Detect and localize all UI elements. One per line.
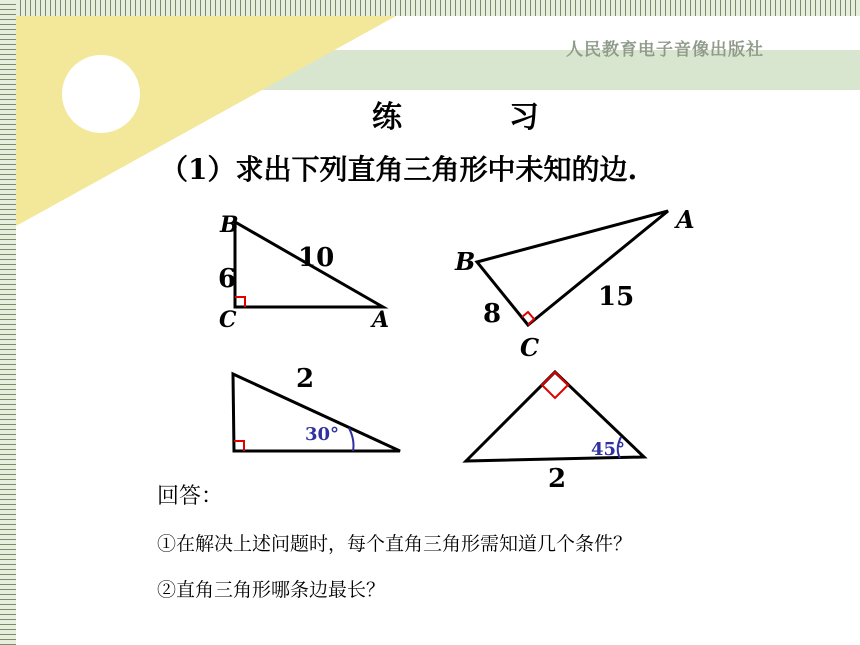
base-length-label: 2 [548,464,567,494]
hypotenuse-length-label: 2 [296,364,315,394]
answer-heading: 回答： [157,484,224,509]
label-a: A [372,307,390,333]
answer-question-2: ②直角三角形哪条边最长？ [157,579,386,601]
answer-question-1: ①在解决上述问题时，每个直角三角形需知道几个条件？ [157,533,633,555]
title-char-1: 练 [372,100,404,135]
label-b: B [220,212,239,238]
triangle-4 [466,372,644,494]
angle-label: 45° [591,439,626,460]
angle-label: 30° [305,424,340,445]
leg-bc-label: 8 [483,299,502,329]
publisher-logo-text: 人民教育电子音像出版社 [566,40,764,60]
hypotenuse-length-label: 10 [298,243,335,273]
angle-arc [349,428,354,451]
title-char-2: 习 [508,100,541,135]
leg-length-label: 6 [218,264,237,294]
triangle-3 [233,364,400,451]
label-b: B [455,247,476,276]
question-text: （1）求出下列直角三角形中未知的边. [160,153,638,186]
label-a: A [676,205,695,234]
label-c: C [219,307,237,333]
triangle-2 [454,205,695,362]
label-c: C [520,333,540,362]
right-angle-mark [542,372,568,398]
leg-ac-label: 15 [598,282,635,312]
triangle-1 [218,212,389,333]
